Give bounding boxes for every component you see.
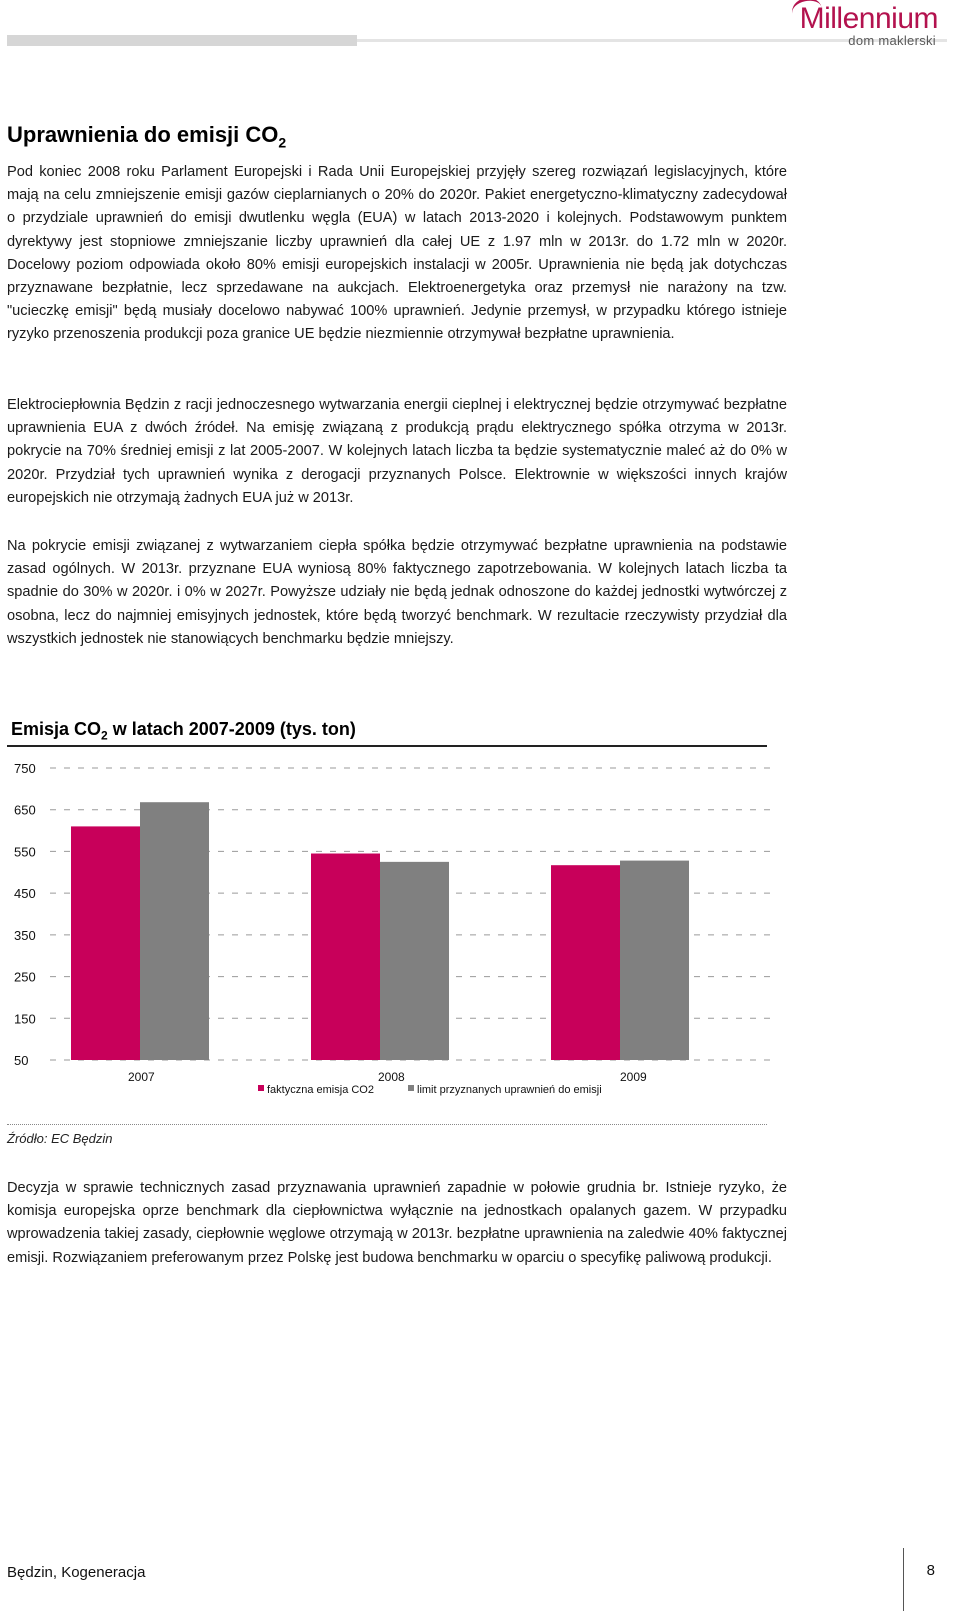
- millennium-logo: [780, 2, 940, 46]
- x-tick-label-2009: 2009: [620, 1070, 647, 1084]
- chart-source: Źródło: EC Będzin: [7, 1131, 113, 1146]
- bar-2008-series-1: [311, 854, 380, 1060]
- logo-subtitle: dom maklerski: [848, 33, 936, 48]
- x-tick-label-2008: 2008: [378, 1070, 405, 1084]
- page-title-subscript: 2: [278, 134, 287, 151]
- y-tick-label-50: 50: [14, 1053, 29, 1068]
- legend-swatch-1: [258, 1085, 264, 1091]
- page-title: [7, 122, 286, 150]
- bar-2009-series-2: [620, 861, 689, 1060]
- emission-chart: [0, 750, 780, 1105]
- chart-title-main: Emisja CO: [11, 719, 102, 739]
- page-number: 8: [926, 1562, 935, 1579]
- paragraph-elektrocieplownia: Elektrociepłownia Będzin z racji jednoczesnego wytwarzania energii cieplnej i elektrycznej będzie otrzymywać bezpłatne uprawnienia EUA z dwóch źródeł. Na emisję związaną z produkcją prądu elektrycznego spółka otrzyma w 2013r. pokrycie na 70% średniej emisji z lat 2005-2007. W kolejnych latach liczba ta będzie systematycznie maleć aż do 0% w 2020r. Przydział tych uprawnień wynika z derogacji przyznanych Polsce. Elektrownie w większości innych krajów europejskich nie otrzymają żadnych EUA już w 2013r.: [7, 397, 787, 506]
- footer-company: Będzin, Kogeneracja: [7, 1564, 146, 1581]
- paragraph-eu-package: Pod koniec 2008 roku Parlament Europejski i Rada Unii Europejskiej przyjęły szereg rozwiązań legislacyjnych, które mają na celu zmniejszenie emisji gazów cieplarnianych o 20% do 2020r. Pakiet energetyczno-klimatyczny zadecydował o przydziale uprawnień do emisji dwutlenku węgla (EUA) w latach 2013-2020 i kolejnych. Podstawowym punktem dyrektywy jest stopniowe zmniejszanie liczby uprawnień dla całej UE z 1.97 mln w 2013r. do 1.72 mln w 2020r. Docelowy poziom odpowiada około 80% emisji europejskich instalacji w 2005r. Uprawnienia nie będą jak dotychczas przyznawane bezpłatnie, lecz sprzedawane na aukcjach. Elektroenergetyka oraz przemysł nie narażony na tzw. "ucieczkę emisji" będą musiały docelowo nabywać 100% uprawnień. Jedynie przemysł, w przypadku którego istnieje ryzyko przenoszenia produkcji poza granice UE będzie niezmiennie otrzymywał bezpłatne uprawnienia.: [7, 164, 787, 343]
- x-tick-label-2007: 2007: [128, 1070, 155, 1084]
- y-tick-label-150: 150: [14, 1011, 36, 1027]
- bar-2007-series-1: [71, 826, 140, 1060]
- source-rule: [7, 1124, 767, 1125]
- legend-swatch-2: [408, 1085, 414, 1091]
- bar-2008-series-2: [380, 862, 449, 1060]
- paragraph-heat-emission: Na pokrycie emisji związanej z wytwarzaniem ciepła spółka będzie otrzymywać bezpłatne uprawnienia na podstawie zasad ogólnych. W 2013r. przyznane EUA wyniosą 80% faktycznego zapotrzebowania. W kolejnych latach liczba ta spadnie do 30% w 2020r. i 0% w 2027r. Powyższe udziały nie będą jednak odnoszone do każdej jednostki wytwórczej z osobna, lecz do najmniej emisyjnych jednostek, które będą tworzyć benchmark. W rezultacie rzeczywisty przydział dla wszystkich jednostek nie stanowiących benchmarku będzie mniejszy.: [7, 538, 787, 647]
- logo-brand: Millennium: [799, 2, 938, 35]
- paragraph-benchmark-decision: Decyzja w sprawie technicznych zasad przyznawania uprawnień zapadnie w połowie grudnia br. Istnieje ryzyko, że komisja europejska oprze benchmark dla ciepłownictwa wyłącznie na jednostkach opalanych gazem. W przypadku wprowadzenia takiej zasady, ciepłownie węglowe otrzymają w 2013r. bezpłatne uprawnienia na zaledwie 40% faktycznej emisji. Rozwiązaniem preferowanym przez Polskę jest budowa benchmarku w oparciu o specyfikę paliwową produkcji.: [7, 1180, 787, 1266]
- legend-label-1: faktyczna emisja CO2: [267, 1084, 374, 1096]
- header-bar-dark: [7, 35, 357, 46]
- y-tick-label-750: 750: [14, 761, 36, 776]
- y-tick-label-650: 650: [14, 802, 36, 818]
- chart-title-rule: [7, 745, 767, 747]
- legend-label-2: limit przyznanych uprawnień do emisji: [417, 1084, 602, 1096]
- page-title-text: Uprawnienia do emisji CO: [7, 122, 279, 147]
- y-tick-label-250: 250: [14, 969, 36, 985]
- footer-divider: [903, 1548, 904, 1611]
- chart-title-rest: w latach 2007-2009 (tys. ton): [107, 719, 356, 739]
- y-tick-label-350: 350: [14, 927, 36, 943]
- chart-title-subscript: 2: [101, 728, 108, 743]
- y-tick-label-550: 550: [14, 844, 36, 860]
- chart-title: [11, 719, 356, 743]
- y-tick-label-450: 450: [14, 886, 36, 902]
- bar-2007-series-2: [140, 802, 209, 1060]
- bar-2009-series-1: [551, 865, 620, 1060]
